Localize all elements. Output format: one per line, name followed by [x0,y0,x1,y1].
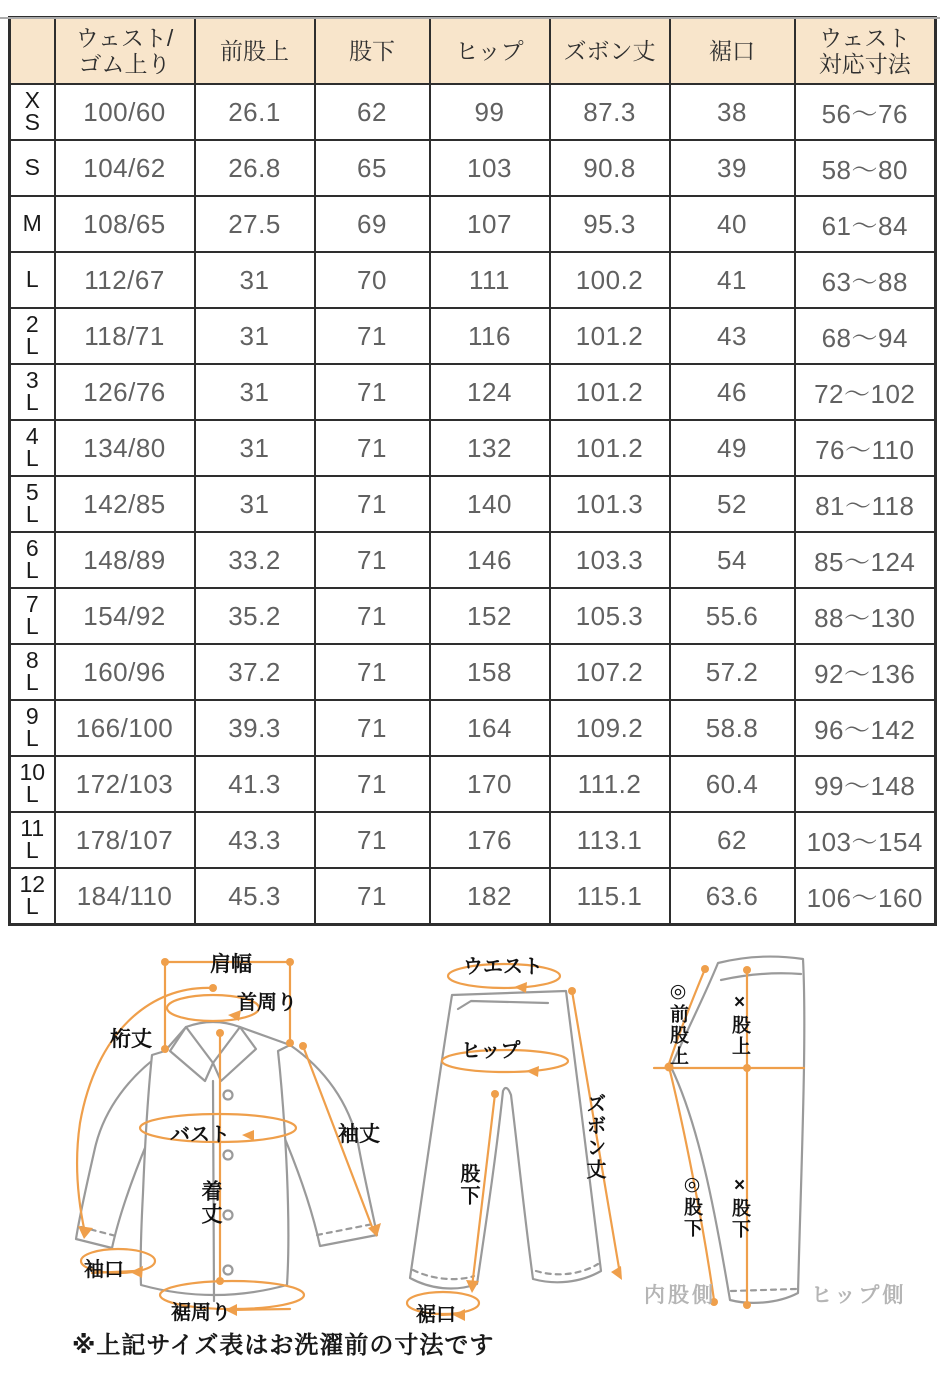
size-line: 5 [25,479,39,506]
data-cell: 71 [315,532,430,588]
data-cell: 57.2 [670,644,795,700]
data-cell: 107 [430,196,550,252]
size-line: 10 [19,759,46,786]
data-cell: 100/60 [55,84,195,140]
size-cell [10,420,55,476]
data-cell: 103～154 [795,812,936,868]
data-cell: 154/92 [55,588,195,644]
top-divider [0,17,940,19]
data-cell: 58～80 [795,140,936,196]
label-neck-around: 首周り [237,992,297,1014]
table-row [10,476,936,532]
header-waist-gom [55,18,195,85]
size-line: 12 [19,871,46,898]
data-cell: 46 [670,364,795,420]
data-cell: 148/89 [55,532,195,588]
data-cell: 58.8 [670,700,795,756]
data-cell: 71 [315,868,430,925]
data-cell: 176 [430,812,550,868]
table-row [10,84,936,140]
data-cell: 43 [670,308,795,364]
data-cell: 71 [315,420,430,476]
size-cell [10,812,55,868]
data-cell: 35.2 [195,588,315,644]
size-line: L [25,445,39,471]
data-cell: 85～124 [795,532,936,588]
table-row [10,700,936,756]
data-cell: 43.3 [195,812,315,868]
data-cell: 103 [430,140,550,196]
size-cell [10,252,55,308]
size-cell [10,700,55,756]
data-cell: 108/65 [55,196,195,252]
label-inseam-x: ×股下 [729,1175,750,1240]
data-cell: 99 [430,84,550,140]
data-cell: 112/67 [55,252,195,308]
data-cell: 56～76 [795,84,936,140]
size-line: 6 [25,535,39,562]
label-waist: ウエスト [463,956,543,978]
size-line: S [24,109,40,135]
data-cell: 72～102 [795,364,936,420]
header-line: 股下 [349,37,395,64]
data-cell: 70 [315,252,430,308]
header-pants-length [550,18,670,85]
data-cell: 113.1 [550,812,670,868]
data-cell: 31 [195,420,315,476]
table-row [10,812,936,868]
data-cell: 164 [430,700,550,756]
size-line: M [22,210,42,237]
data-cell: 95.3 [550,196,670,252]
data-cell: 65 [315,140,430,196]
data-cell: 62 [670,812,795,868]
size-line: L [25,333,39,359]
data-cell: 39.3 [195,700,315,756]
size-line: L [25,837,39,863]
data-cell: 132 [430,420,550,476]
data-cell: 71 [315,644,430,700]
diagram-artwork [0,943,940,1325]
label-front-rise: ◎前股上 [667,980,688,1067]
data-cell: 90.8 [550,140,670,196]
data-cell: 76～110 [795,420,936,476]
header-line: 対応寸法 [818,51,911,77]
data-cell: 61～84 [795,196,936,252]
data-cell: 158 [430,644,550,700]
data-cell: 71 [315,700,430,756]
size-line: 4 [25,423,39,450]
size-line: L [25,501,39,527]
measurement-diagrams [0,943,940,1325]
data-cell: 68～94 [795,308,936,364]
data-cell: 103.3 [550,532,670,588]
size-chart-table [8,16,937,926]
header-line: ウェスト [819,24,911,51]
data-cell: 81～118 [795,476,936,532]
data-cell: 101.2 [550,308,670,364]
size-line: 8 [25,647,39,674]
data-cell: 63.6 [670,868,795,925]
data-cell: 126/76 [55,364,195,420]
header-line: ウェスト/ [75,24,174,51]
label-bust: バスト [170,1124,230,1146]
data-cell: 172/103 [55,756,195,812]
data-cell: 71 [315,308,430,364]
data-cell: 178/107 [55,812,195,868]
header-line: 裾口 [709,37,755,64]
header-size [10,18,55,85]
size-cell [10,756,55,812]
data-cell: 62 [315,84,430,140]
data-cell: 104/62 [55,140,195,196]
size-cell [10,140,55,196]
size-line: L [25,781,39,807]
data-cell: 160/96 [55,644,195,700]
size-line: L [25,893,39,919]
data-cell: 101.2 [550,420,670,476]
data-cell: 54 [670,532,795,588]
header-line: ズボン丈 [563,37,656,64]
data-cell: 63～88 [795,252,936,308]
data-cell: 41.3 [195,756,315,812]
data-cell: 184/110 [55,868,195,925]
label-hem-opening: 裾口 [416,1304,456,1326]
size-line: L [25,669,39,695]
data-cell: 170 [430,756,550,812]
data-cell: 27.5 [195,196,315,252]
header-line: ヒップ [455,37,524,64]
data-cell: 49 [670,420,795,476]
pre-wash-note: ※上記サイズ表はお洗濯前の寸法です [72,1332,495,1359]
data-cell: 45.3 [195,868,315,925]
data-cell: 105.3 [550,588,670,644]
size-line: 3 [25,367,39,394]
data-cell: 107.2 [550,644,670,700]
data-cell: 115.1 [550,868,670,925]
label-body-length: 着丈 [199,1180,222,1226]
size-cell [10,532,55,588]
data-cell: 87.3 [550,84,670,140]
table-row [10,756,936,812]
header-row [10,18,936,85]
data-cell: 71 [315,812,430,868]
data-cell: 38 [670,84,795,140]
data-cell: 96～142 [795,700,936,756]
size-line: L [25,389,39,415]
label-yuki-length: 桁丈 [110,1028,152,1051]
data-cell: 101.2 [550,364,670,420]
size-line: 9 [25,703,39,730]
data-cell: 71 [315,756,430,812]
size-cell [10,644,55,700]
header-line: 前股上 [220,37,289,64]
data-cell: 60.4 [670,756,795,812]
data-cell: 31 [195,252,315,308]
header-line: ゴム上り [78,51,171,77]
data-cell: 111 [430,252,550,308]
data-cell: 37.2 [195,644,315,700]
data-cell: 26.1 [195,84,315,140]
data-cell: 142/85 [55,476,195,532]
label-hem-around: 裾周り [171,1302,231,1324]
label-inseam: 股下 [457,1163,479,1207]
data-cell: 101.3 [550,476,670,532]
data-cell: 26.8 [195,140,315,196]
data-cell: 55.6 [670,588,795,644]
table-row [10,252,936,308]
data-cell: 31 [195,308,315,364]
table-header [10,18,936,85]
data-cell: 52 [670,476,795,532]
header-waist-range [795,18,936,85]
table-row [10,868,936,925]
table-row [10,420,936,476]
header-inseam [315,18,430,85]
size-line: L [25,613,39,639]
data-cell: 33.2 [195,532,315,588]
size-cell [10,84,55,140]
table-row [10,532,936,588]
data-cell: 140 [430,476,550,532]
data-cell: 182 [430,868,550,925]
size-cell [10,196,55,252]
table-row [10,308,936,364]
label-sleeve-length: 袖丈 [338,1123,380,1146]
data-cell: 118/71 [55,308,195,364]
data-cell: 71 [315,476,430,532]
data-cell: 40 [670,196,795,252]
label-cuff-opening: 袖口 [84,1259,124,1281]
header-hem [670,18,795,85]
size-cell [10,308,55,364]
size-line: 7 [25,591,39,618]
data-cell: 134/80 [55,420,195,476]
data-cell: 166/100 [55,700,195,756]
data-cell: 88～130 [795,588,936,644]
size-line: S [24,154,40,181]
data-cell: 146 [430,532,550,588]
table-row [10,644,936,700]
table-row [10,140,936,196]
data-cell: 41 [670,252,795,308]
data-cell: 39 [670,140,795,196]
table-row [10,364,936,420]
label-rise: ×股上 [729,992,750,1057]
data-cell: 106～160 [795,868,936,925]
size-line: X [24,87,40,114]
label-inseam-inner: ◎股下 [681,1173,702,1239]
label-inner-leg-side: 内股側 [644,1284,716,1307]
data-cell: 152 [430,588,550,644]
table-row [10,196,936,252]
size-cell [10,588,55,644]
size-cell [10,476,55,532]
label-shoulder-width: 肩幅 [210,953,252,976]
size-line: L [25,725,39,751]
data-cell: 124 [430,364,550,420]
table-row [10,588,936,644]
size-line: 11 [20,815,45,842]
size-line: L [25,266,39,293]
data-cell: 71 [315,364,430,420]
data-cell: 92～136 [795,644,936,700]
size-cell [10,868,55,925]
size-line: 2 [25,311,39,338]
size-cell [10,364,55,420]
header-front-rise [195,18,315,85]
size-line: L [25,557,39,583]
data-cell: 100.2 [550,252,670,308]
data-cell: 109.2 [550,700,670,756]
label-hip-side: ヒップ側 [811,1284,907,1307]
data-cell: 31 [195,476,315,532]
data-cell: 99～148 [795,756,936,812]
header-hip [430,18,550,85]
label-pants-length: ズボン丈 [583,1093,605,1181]
data-cell: 71 [315,588,430,644]
data-cell: 116 [430,308,550,364]
data-cell: 111.2 [550,756,670,812]
pants-front-diagram [410,991,601,1289]
data-cell: 31 [195,364,315,420]
label-hip: ヒップ [461,1040,521,1062]
data-cell: 69 [315,196,430,252]
